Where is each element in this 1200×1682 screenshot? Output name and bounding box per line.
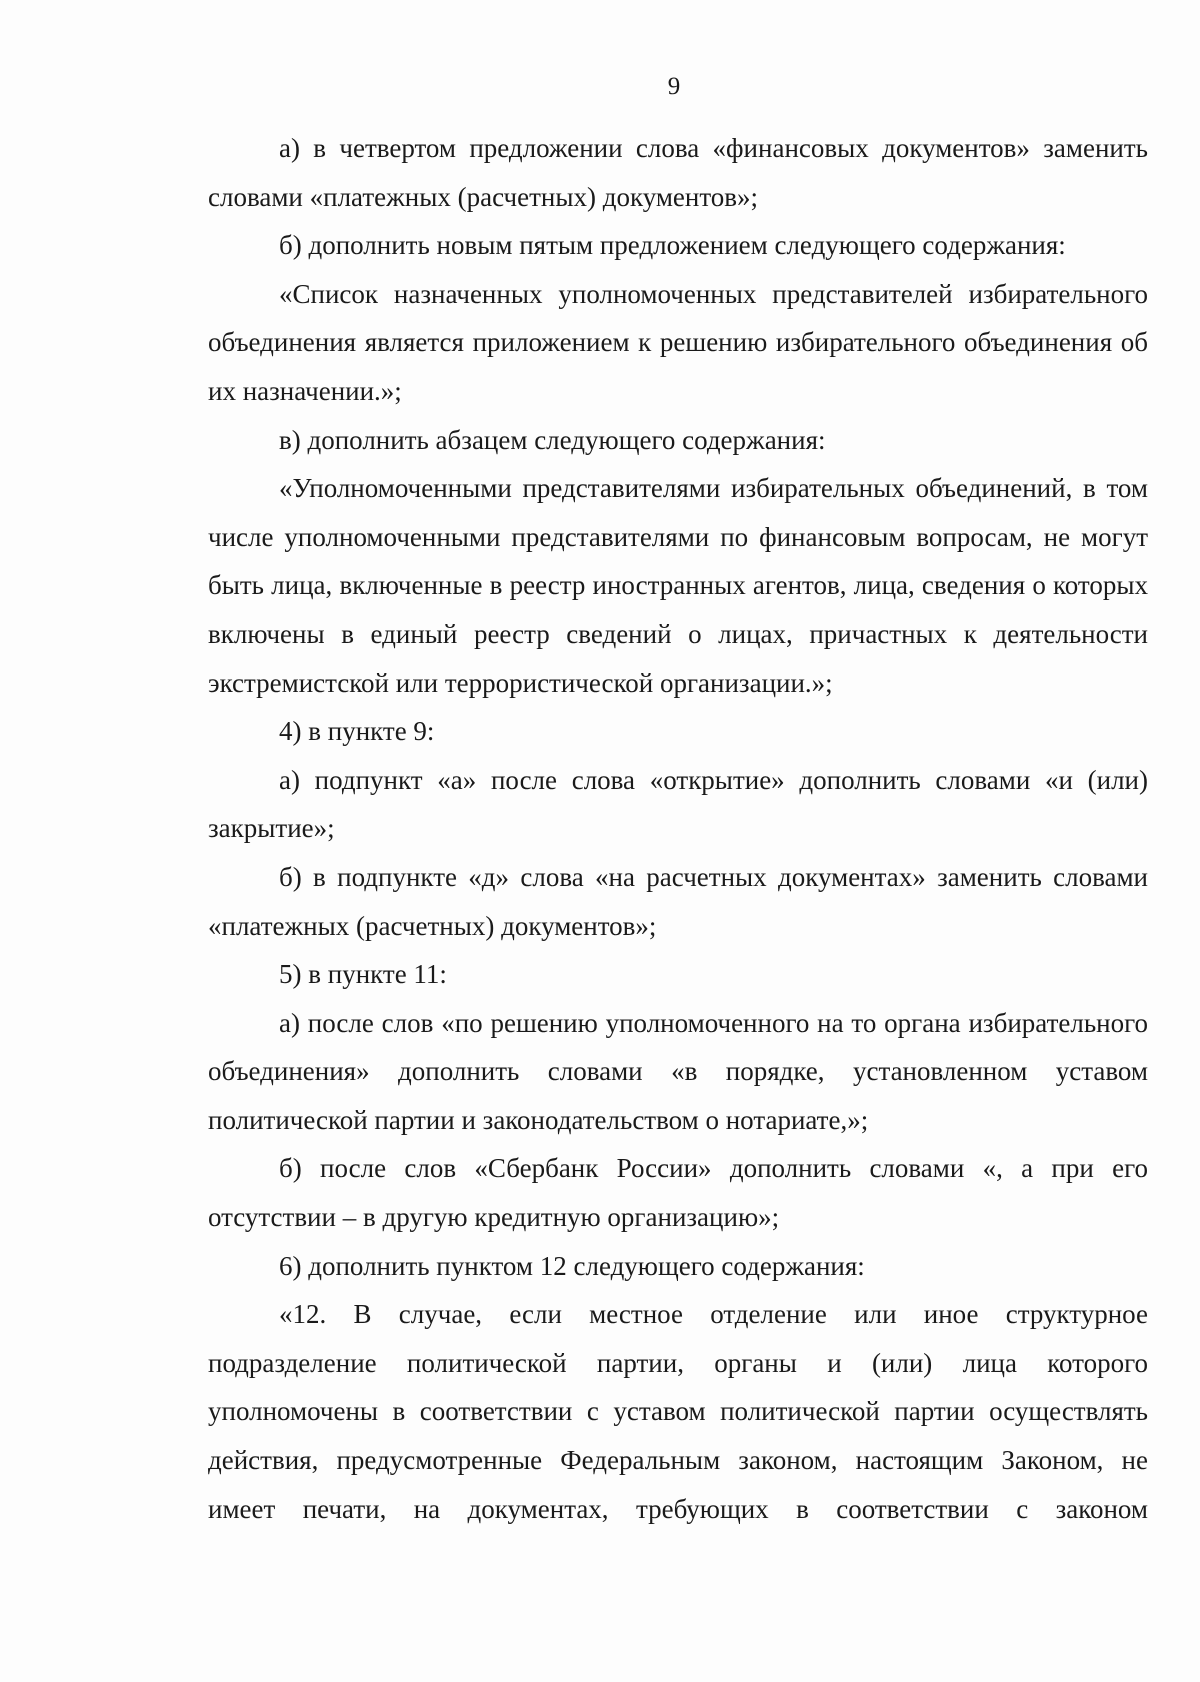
paragraph-item-4-heading: 4) в пункте 9: [279,716,435,747]
paragraph-item-6-heading: 6) дополнить пунктом 12 следующего содержания: [279,1250,865,1281]
paragraph-item-5b: б) после слов «Сбербанк России» дополнить словами «, а при его отсутствии – в другую кредитную организацию»; [208,1153,1148,1233]
paragraph-4a-fourth-sentence: а) в четвертом предложении слова «финансовых документов» заменить словами «платежных (расчетных) документов»; [208,133,1148,212]
paragraph-item-4a: а) подпункт «а» после слова «открытие» дополнить словами «и (или) закрытие»; [208,764,1148,844]
document-body [208,124,1148,1533]
paragraph-item-4b: б) в подпункте «д» слова «на расчетных документах» заменить словами «платежных (расчетных) документов»; [208,861,1148,941]
paragraph-list-of-representatives: «Список назначенных уполномоченных представителей избирательного объединения является приложением к решению избирательного объединения об их назначении.»; [208,278,1148,406]
paragraph-4b-add-fifth-sentence: б) дополнить новым пятым предложением следующего содержания: [279,230,1066,261]
paragraph-representatives-restriction: «Уполномоченными представителями избирательных объединений, в том числе уполномоченными представителями по финансовым вопросам, не могут быть лица, включенные в реестр иностранных агентов, лица, сведения о которых включены в единый реестр сведений о лицах, причастных к деятельности экстремистской или террористической организации.»; [208,473,1148,698]
paragraph-item-5a: а) после слов «по решению уполномоченного на то органа избирательного объединения» дополнить словами «в порядке, установленном уставом политической партии и законодательством о нотариате,»; [208,1007,1148,1135]
page-number: 9 [667,73,681,100]
paragraph-4c-add-paragraph: в) дополнить абзацем следующего содержания: [279,424,826,455]
paragraph-item-12-text: «12. В случае, если местное отделение или иное структурное подразделение политической партии, органы и (или) лица которого уполномочены в соответствии с уставом политической партии осуществлять действия, предусмотренные Федеральным законом, настоящим Законом, не имеет печати, на документах, требующих в соответствии с законом [208,1299,1148,1524]
paragraph-item-5-heading: 5) в пункте 11: [279,959,447,990]
